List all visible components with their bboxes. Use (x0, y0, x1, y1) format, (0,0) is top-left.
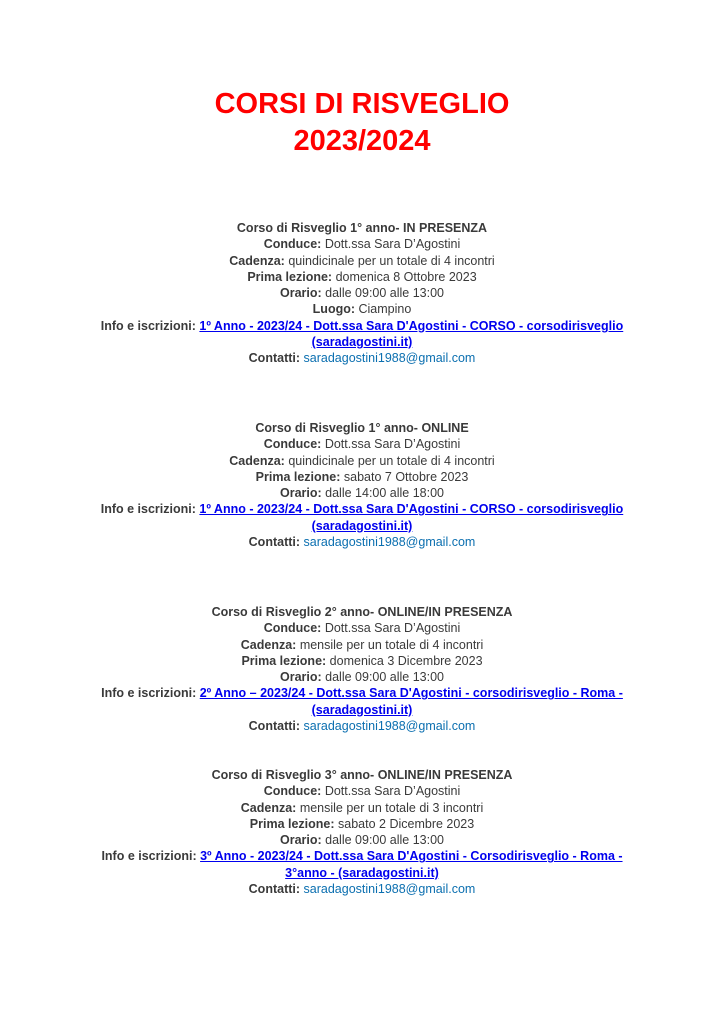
info-label: Info e iscrizioni: (101, 686, 197, 701)
info-link-continued[interactable]: (saradagostini.it) (311, 335, 413, 350)
cadenza-row (72, 800, 652, 816)
conduce-label: Conduce: (263, 621, 322, 636)
orario-value: dalle 14:00 alle 18:00 (325, 486, 445, 501)
title-year: 2023/2024 (293, 125, 431, 157)
page-title (0, 86, 724, 160)
prima-lezione-label: Prima lezione: (247, 269, 333, 284)
conduce-value: Dott.ssa Sara D’Agostini (324, 237, 461, 252)
info-link-continued[interactable]: (saradagostini.it) (311, 518, 413, 533)
cadenza-label: Cadenza: (240, 800, 297, 815)
course-section-4 (72, 767, 652, 897)
orario-label: Orario: (279, 670, 322, 685)
contatti-row (72, 718, 652, 734)
info-row-continued (72, 334, 652, 350)
prima-lezione-value: domenica 3 Dicembre 2023 (329, 653, 483, 668)
conduce-label: Conduce: (263, 437, 322, 452)
cadenza-label: Cadenza: (229, 253, 285, 268)
conduce-label: Conduce: (263, 784, 322, 799)
prima-lezione-value: domenica 8 Ottobre 2023 (335, 269, 477, 284)
info-link-continued[interactable]: (saradagostini.it) (311, 702, 413, 717)
contatti-label: Contatti: (248, 719, 301, 734)
prima-lezione-row (72, 469, 652, 485)
prima-lezione-value: sabato 7 Ottobre 2023 (343, 469, 469, 484)
info-row (72, 501, 652, 517)
info-row-continued (72, 702, 652, 718)
prima-lezione-row (72, 269, 652, 285)
course-heading: Corso di Risveglio 1° anno- ONLINE (255, 421, 469, 435)
conduce-row (72, 620, 652, 636)
contatti-label: Contatti: (248, 882, 301, 897)
prima-lezione-row (72, 816, 652, 832)
prima-lezione-label: Prima lezione: (241, 653, 327, 668)
conduce-value: Dott.ssa Sara D’Agostini (324, 621, 461, 636)
conduce-value: Dott.ssa Sara D’Agostini (324, 784, 461, 799)
info-row (72, 685, 652, 701)
orario-value: dalle 09:00 alle 13:00 (325, 833, 445, 848)
course-heading: Corso di Risveglio 1° anno- IN PRESENZA (236, 221, 488, 235)
cadenza-row (72, 453, 652, 469)
info-row (72, 848, 652, 864)
contatti-row (72, 350, 652, 366)
orario-label: Orario: (279, 833, 322, 848)
luogo-value: Ciampino (358, 302, 412, 317)
info-link[interactable]: 1º Anno - 2023/24 - Dott.ssa Sara D'Agostini - CORSO - corsodirisveglio (199, 318, 624, 333)
prima-lezione-label: Prima lezione: (249, 816, 335, 831)
info-label: Info e iscrizioni: (101, 849, 197, 864)
cadenza-value: mensile per un totale di 3 incontri (299, 800, 484, 815)
orario-value: dalle 09:00 alle 13:00 (325, 286, 445, 301)
cadenza-label: Cadenza: (240, 637, 297, 652)
course-section-2 (72, 420, 652, 550)
orario-row (72, 832, 652, 848)
contatti-row (72, 881, 652, 897)
info-row (72, 318, 652, 334)
prima-lezione-label: Prima lezione: (255, 469, 341, 484)
contact-email[interactable]: saradagostini1988@gmail.com (303, 351, 476, 366)
orario-value: dalle 09:00 alle 13:00 (325, 670, 445, 685)
conduce-row (72, 783, 652, 799)
info-label: Info e iscrizioni: (100, 318, 196, 333)
conduce-label: Conduce: (263, 237, 322, 252)
info-link-continued[interactable]: 3°anno - (saradagostini.it) (285, 865, 439, 880)
course-heading: Corso di Risveglio 2° anno- ONLINE/IN PRESENZA (211, 605, 513, 619)
info-row-continued (72, 518, 652, 534)
title-line-1: CORSI DI RISVEGLIO (214, 88, 510, 120)
info-label: Info e iscrizioni: (100, 502, 196, 517)
cadenza-label: Cadenza: (229, 453, 285, 468)
course-heading: Corso di Risveglio 3° anno- ONLINE/IN PRESENZA (211, 768, 513, 782)
orario-label: Orario: (279, 286, 322, 301)
info-row-continued (72, 865, 652, 881)
orario-row (72, 485, 652, 501)
contact-email[interactable]: saradagostini1988@gmail.com (303, 535, 476, 550)
contatti-label: Contatti: (248, 535, 301, 550)
cadenza-value: quindicinale per un totale di 4 incontri (288, 453, 495, 468)
info-link[interactable]: 3º Anno - 2023/24 - Dott.ssa Sara D'Agostini - Corsodirisveglio - Roma - (200, 849, 623, 864)
orario-row (72, 285, 652, 301)
info-link[interactable]: 2º Anno – 2023/24 - Dott.ssa Sara D'Agostini - corsodirisveglio - Roma - (199, 686, 623, 701)
course-section-3 (72, 604, 652, 734)
contact-email[interactable]: saradagostini1988@gmail.com (303, 719, 476, 734)
prima-lezione-value: sabato 2 Dicembre 2023 (338, 816, 475, 831)
orario-label: Orario: (279, 486, 322, 501)
cadenza-row (72, 637, 652, 653)
cadenza-row (72, 253, 652, 269)
contatti-row (72, 534, 652, 550)
conduce-value: Dott.ssa Sara D’Agostini (324, 437, 461, 452)
conduce-row (72, 236, 652, 252)
course-section-1 (72, 220, 652, 367)
contatti-label: Contatti: (248, 351, 301, 366)
luogo-label: Luogo: (312, 302, 356, 317)
contact-email[interactable]: saradagostini1988@gmail.com (303, 882, 476, 897)
cadenza-value: mensile per un totale di 4 incontri (299, 637, 484, 652)
cadenza-value: quindicinale per un totale di 4 incontri (288, 253, 495, 268)
info-link[interactable]: 1º Anno - 2023/24 - Dott.ssa Sara D'Agostini - CORSO - corsodirisveglio (199, 502, 624, 517)
orario-row (72, 669, 652, 685)
prima-lezione-row (72, 653, 652, 669)
conduce-row (72, 436, 652, 452)
luogo-row (72, 301, 652, 317)
